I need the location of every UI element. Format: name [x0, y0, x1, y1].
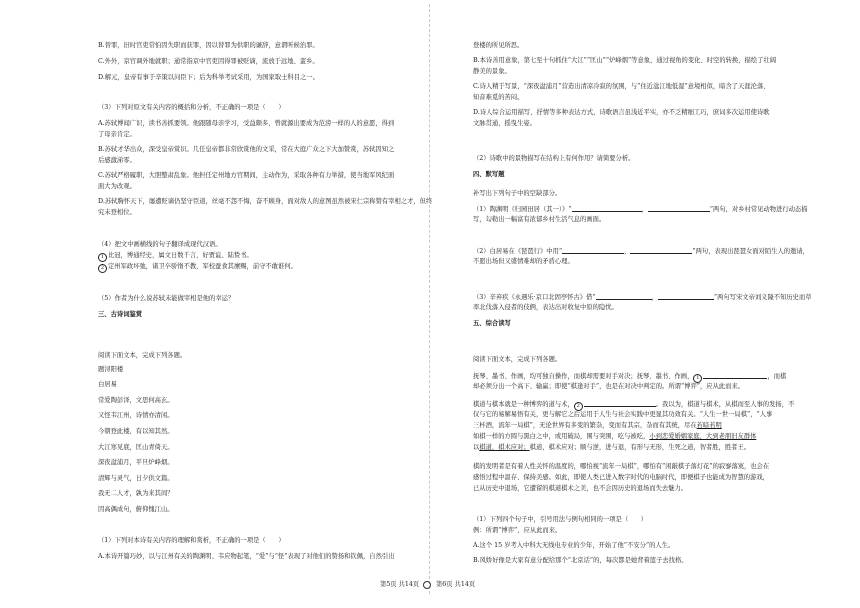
q4-sentence-1 — [98, 252, 253, 262]
passage-p2-line3 — [473, 422, 722, 430]
reading-q1-option-b: B.风娇好像是大家有意分配给那个“北京话”的，每次都是她背着篮子去找格。 — [473, 557, 688, 564]
poem-q1-option-a: A.本诗开篇巧妙，以与江州有关的陶渊明、韦应物起笔，“爱”与“怪”表现了对他们的赞扬和钦佩，自然引出 — [98, 553, 395, 560]
right-page-column — [430, 0, 840, 596]
recitation-1 — [473, 205, 808, 214]
q4-stem: （4）把文中画横线的句子翻译成现代汉语。 — [98, 241, 222, 248]
option-c: C.外外，京官调外地就职；通常指京中官吏因得罪被贬谪，流放于远地、蛮乡。 — [98, 58, 319, 65]
passage-text: 。我以为，棋道与棋术，从棋而至人事的发扬，不 — [655, 401, 795, 408]
poem-line: 清辉与灵气，日夕供文篇。 — [98, 475, 174, 482]
continued-text: 登楼的所见所思。 — [473, 42, 524, 49]
recitation-2-comma: ， — [624, 248, 631, 255]
recitation-3-line2: 率北伐落入侵者的伎俩，表达出对收复中原的隐忧。 — [473, 304, 618, 311]
answer-blank[interactable] — [562, 247, 624, 254]
passage-text: 抚琴、墨书、作画，均可独自操作，而棋却需要对手对决；抚琴、墨书、作画， — [473, 373, 694, 380]
poem-q1-stem: （1）下列对本诗有关内容的理解和赏析，不正确的一项是（ ） — [98, 537, 285, 544]
poem-q2-stem: （2）诗歌中的景物描写在结构上有何作用？请简要分析。 — [473, 155, 635, 162]
option-d-line2: 文脉贯通，摇曳生姿。 — [473, 120, 536, 127]
option-d: D.解元，皇帝有事于辛策以问臣下；后为科举考试采用，为国家取士科目之一。 — [98, 74, 319, 81]
circled-number-1: 1 — [693, 374, 702, 383]
reading-q1-option-a: A.这个 15 岁考入中科大无线电专业的少年，开始了他“不安分”的人生。 — [473, 542, 675, 549]
option-d-line1: D.诗人综合运用描写、抒情等多种表达方式，诗歌语言虽浅近平实，亦不乏精细工巧，庶词多次运用使诗歌 — [473, 109, 770, 116]
q4-sentence-2-text: 定州军政坏弛，诸卫卒骄惰不教，军校蚕食其廪赐，前守不敢谁何。 — [108, 263, 297, 270]
page-footer — [0, 580, 860, 590]
poem-line: 又怪韦江州，诗情亦清闲。 — [98, 412, 174, 419]
poem-author: 白居易 — [98, 381, 117, 388]
left-page-number: 第5页 共14页 — [380, 581, 420, 588]
poem-line: 我无二人才，孰为来其间？ — [98, 490, 174, 497]
passage-p2-line1 — [473, 400, 794, 411]
q3-option-a-line1: A.苏轼博闻广识，读书善抓要领。他跟随母亲学习，受益颇多，曾就源出要成为范滂一样的人的意愿，得到 — [98, 120, 395, 127]
passage-text: 以 — [473, 444, 480, 451]
recitation-3-comma: ， — [651, 294, 658, 301]
option-b: B.替罪，旧时官吏常怕因失职而获罪，因以替罪为供职的谦辞，意谓听候治罪。 — [98, 42, 319, 49]
passage-p2-line5 — [473, 444, 750, 452]
passage-text: ，而棋 — [767, 373, 787, 380]
passage-p3-line3: 已从历史中退场，它遭留的棋道棋术之美，也不会因历史的退场而失去魅力。 — [473, 485, 688, 492]
circled-number-2: 2 — [98, 264, 107, 273]
underlined-phrase: 小到恋爱婚姻家庭，大到老朋旧友群体 — [649, 433, 757, 440]
answer-blank[interactable] — [648, 205, 710, 212]
answer-blank[interactable] — [572, 205, 642, 212]
poem-line: 深夜湓浦月，平旦炉峰烟。 — [98, 459, 174, 466]
passage-text: 三杯酒，流年一局棋”，无论世界有多变的繁杂，变而有其宗，杂而有其统，尽在 — [473, 422, 697, 429]
recitation-3 — [473, 293, 812, 302]
poem-line: 因高偶成句，俯仰愧江山。 — [98, 506, 174, 513]
recitation-3-prefix: （3）辛弃疾《永遇乐·京口北固亭怀古》借“ — [473, 294, 596, 301]
answer-blank[interactable] — [658, 293, 714, 300]
passage-p3-line2: 感悟过程中温存、保持美感。如此，即使人类已进入数字时代的电脑时代，即便棋子也能成为智慧的游戏， — [473, 474, 769, 481]
section-5-heading: 五、综合读写 — [473, 320, 511, 327]
option-b-line1: B.本诗善用意象，第七至十句抓住“大江”“匡山”“炉峰烟”等意象，通过视角的变化、时空的转换，描绘了壮阔 — [473, 57, 777, 64]
binding-circle-icon — [423, 581, 431, 589]
q3-option-d-line1: D.苏轼胸怀天下，屡遭贬谪仍坚守臣道，丝毫不怨不悔，奋不顾身，面对敌人的意图虽然被宋仁宗称赞有宰相之才，但终 — [98, 198, 433, 205]
left-page-column — [0, 0, 433, 596]
q3-option-c-line2: 面大为改观。 — [98, 183, 136, 190]
q4-sentence-1-text: 比冠，博通经史，属文日数千言，好贾谊、陆贽书。 — [108, 252, 253, 259]
q3-option-d-line2: 究未登相位。 — [98, 209, 136, 216]
recitation-3-suffix: ”两句写宋文帝刘义隆不知历史而草 — [713, 294, 812, 301]
section-3-heading: 三、古诗词鉴赏 — [98, 311, 143, 318]
q3-option-b-line1: B.苏轼才华出众，深受皇帝赏识。几任皇帝都非常欣赏他的文采，常在大庭广众之下大加赞赏，苏轼因知之 — [98, 146, 395, 153]
recitation-2-suffix: ”两句，表现出琵琶女面对陌生人的邀请， — [692, 248, 809, 255]
q3-option-a-line2: 了母亲肯定。 — [98, 131, 136, 138]
answer-blank[interactable] — [584, 400, 656, 407]
option-c-line1: C.诗人精于写景，“深夜湓浦月”营造出清凉冷寂的氛围，与“住近湓江地低湿”意境相似，暗含了天涯沦落、 — [473, 83, 770, 90]
recitation-instructions: 补写出下列句子中的空缺部分。 — [473, 190, 562, 197]
section-4-heading: 四、默写题 — [473, 171, 505, 178]
passage-p2-line2: 仅与它的易解易悟有关，更与解它之后运用于人生与社会实践中更显其功效有关。“人生一世一局棋”，“人事 — [473, 411, 773, 418]
q4-sentence-2 — [98, 263, 297, 273]
passage-p1-line1 — [473, 372, 786, 383]
right-page-number: 第6页 共14页 — [436, 581, 476, 588]
recitation-1-line2: 写，勾勒出一幅富有浓郁乡村生活气息的画面。 — [473, 216, 606, 223]
answer-blank[interactable] — [630, 247, 692, 254]
passage-text: 棋道与棋本就是一种博弈的道与术， — [473, 401, 574, 408]
passage-text: 如棋一样的方圆与黑白之中，或用破局，围与突围，吃与被吃， — [473, 433, 650, 440]
q3-option-b-line2: 后感激涕零。 — [98, 157, 136, 164]
passage-p3-line1: 棋的发明者是有着人性关怀的温度的，哪怕视“流年一局棋”，哪怕有“闲敲棋子落灯花”的寂寥落寞，也会在 — [473, 463, 770, 470]
q3-option-c-line1: C.苏轼严格履职，大胆整肃乱象。他担任定州地方官期间，主动作为，采取各种有力举措，使当地军风纪面 — [98, 172, 395, 179]
recitation-1-prefix: （1）陶渊明《归园田居（其一）》“ — [473, 206, 572, 213]
reading-q1-stem: （1）下列四个句子中，引号用法与例句相同的一项是（ ） — [473, 516, 648, 523]
poem-title: 题浔阳楼 — [98, 366, 124, 373]
poem-line: 常爱陶彭泽，文思何高玄。 — [98, 397, 174, 404]
underlined-phrase: 若暗若明 — [696, 422, 722, 429]
underlined-phrase: 棋道，棋术应对； — [479, 444, 530, 451]
circled-number-2: 2 — [574, 402, 583, 411]
recitation-2 — [473, 247, 809, 256]
answer-blank[interactable] — [596, 293, 652, 300]
circled-number-1: 1 — [98, 253, 107, 262]
poem-line: 今朝登此楼，有以知其然。 — [98, 428, 174, 435]
option-c-line2: 知音难觅的苦闷。 — [473, 94, 524, 101]
recitation-2-prefix: （2）白居易在《琵琶行》中用“ — [473, 248, 563, 255]
passage-p1-line2: 却必须分出一个高下、输赢；即使“棋逢对手”，也是在对决中判定的。所谓“博弈”，应从此而来。 — [473, 383, 745, 390]
poem-intro: 阅读下面文本，完成下列各题。 — [98, 352, 187, 359]
q5-stem: （5）作者为什么说苏轼未能做宰相是他的幸运？ — [98, 295, 235, 302]
reading-intro: 阅读下面文本，完成下列各题。 — [473, 356, 562, 363]
passage-p2-line4 — [473, 433, 756, 441]
reading-q1-example: 例：所谓“博弈”，应从此而来。 — [473, 527, 562, 534]
option-b-line2: 静美的景象。 — [473, 68, 511, 75]
recitation-1-suffix: ”两句，对乡村常见动物进行动态描 — [709, 206, 808, 213]
recitation-1-comma: ， — [641, 206, 648, 213]
q3-stem: （3）下列对原文有关内容的概括和分析，不正确的一项是（ ） — [98, 104, 285, 111]
recitation-2-line2: 不愿出场但又盛情难却的矛盾心理。 — [473, 258, 574, 265]
passage-text: 棋道，棋术应对；顺与逆，进与退，有形与无形，生死之道，智者胜，胜者王。 — [529, 444, 751, 451]
answer-blank[interactable] — [703, 372, 767, 379]
poem-line: 大江寒见底，匡山青倚天。 — [98, 444, 174, 451]
